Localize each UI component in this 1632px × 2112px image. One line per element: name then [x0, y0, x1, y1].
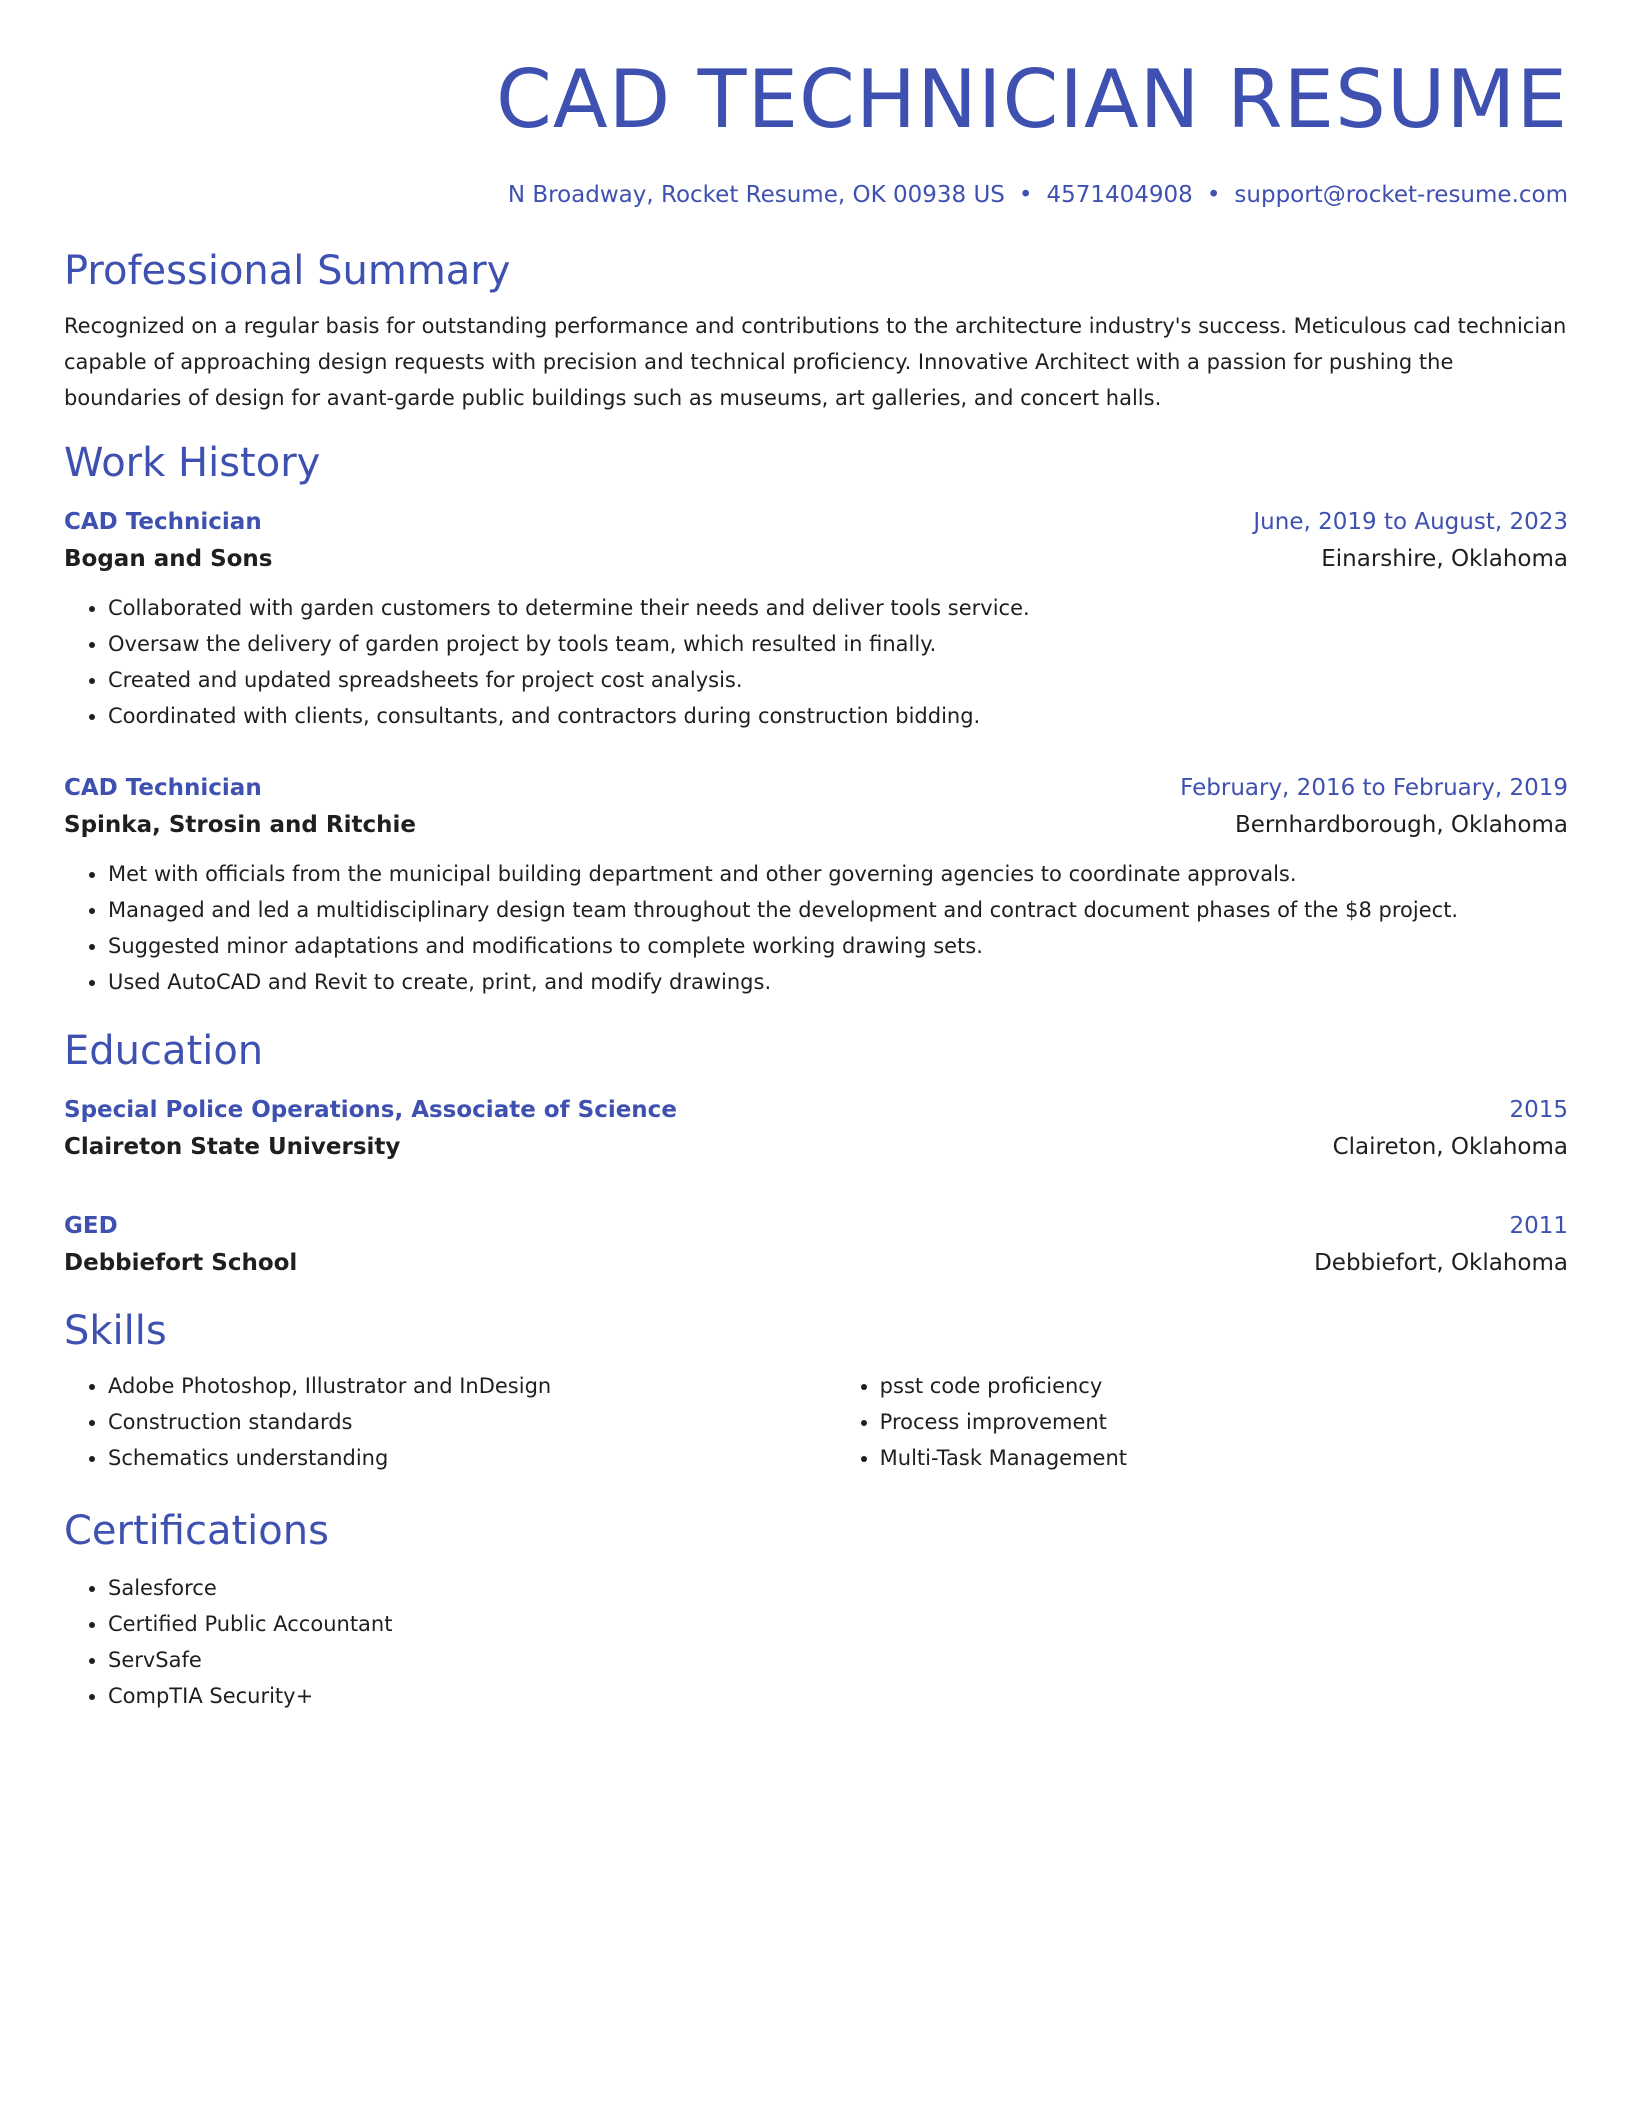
list-item: • Certified Public Accountant: [108, 1606, 1568, 1642]
school-location: Claireton, Oklahoma: [1332, 1134, 1568, 1160]
list-item: • Salesforce: [108, 1570, 1568, 1606]
list-item: • psst code proficiency: [880, 1368, 1568, 1404]
list-item: • Suggested minor adaptations and modifications to complete working drawing sets.: [108, 928, 1568, 964]
list-item: • Process improvement: [880, 1404, 1568, 1440]
list-item: • Coordinated with clients, consultants, and contractors during construction bidding.: [108, 698, 1568, 734]
list-item: • Adobe Photoshop, Illustrator and InDesign: [108, 1368, 836, 1404]
job-location: Bernhardborough, Oklahoma: [1234, 812, 1568, 838]
section-title-education: Education: [64, 1028, 264, 1074]
education-list: [64, 1094, 1568, 1280]
job-role: CAD Technician: [64, 775, 262, 801]
job-dates: February, 2016 to February, 2019: [1180, 775, 1568, 801]
school: Claireton State University: [64, 1134, 401, 1160]
list-item: • Created and updated spreadsheets for project cost analysis.: [108, 662, 1568, 698]
list-item: • Managed and led a multidisciplinary design team throughout the development and contract document phases of the $8 project.: [108, 892, 1568, 928]
list-item: • Met with officials from the municipal building department and other governing agencies to coordinate approvals.: [108, 856, 1568, 892]
education-year: 2015: [1509, 1097, 1568, 1123]
job-company: Spinka, Strosin and Ritchie: [64, 812, 416, 838]
job-location: Einarshire, Oklahoma: [1321, 546, 1568, 572]
list-item: • Used AutoCAD and Revit to create, print, and modify drawings.: [108, 964, 1568, 1000]
list-item: • Schematics understanding: [108, 1440, 836, 1476]
section-title-skills: Skills: [64, 1308, 167, 1354]
section-title-summary: Professional Summary: [64, 248, 511, 294]
degree: Special Police Operations, Associate of Science: [64, 1097, 677, 1123]
job-role: CAD Technician: [64, 509, 262, 535]
job-entry: [64, 506, 1568, 734]
education-year: 2011: [1509, 1213, 1568, 1239]
list-item: • Oversaw the delivery of garden project by tools team, which resulted in finally.: [108, 626, 1568, 662]
education-entry: [64, 1210, 1568, 1280]
education-entry: [64, 1094, 1568, 1164]
contact-line: [64, 180, 1568, 210]
skills-column-right: [836, 1368, 1568, 1476]
list-item: • Multi-Task Management: [880, 1440, 1568, 1476]
skills-grid: [64, 1368, 1568, 1476]
job-company: Bogan and Sons: [64, 546, 273, 572]
degree: GED: [64, 1213, 118, 1239]
email-link[interactable]: support@rocket-resume.com: [1234, 182, 1568, 208]
list-item: • ServSafe: [108, 1642, 1568, 1678]
resume-header: [64, 0, 1568, 210]
list-item: • CompTIA Security+: [108, 1678, 1568, 1714]
skills-column-left: [64, 1368, 836, 1476]
job-bullets: [64, 856, 1568, 1000]
school: Debbiefort School: [64, 1250, 298, 1276]
job-entry: [64, 772, 1568, 1000]
separator-dot: •: [1018, 182, 1033, 208]
separator-dot: •: [1206, 182, 1221, 208]
certifications-list: [64, 1570, 1568, 1714]
list-item: • Construction standards: [108, 1404, 836, 1440]
summary-text: Recognized on a regular basis for outstanding performance and contributions to the architecture industry's success. Meticulous cad technician capable of approaching design requests with precision and technical proficiency. Innovative Architect with a passion for pushing the boundaries of design for avant-garde public buildings such as museums, art galleries, and concert halls.: [64, 314, 1567, 410]
job-bullets: [64, 590, 1568, 734]
school-location: Debbiefort, Oklahoma: [1314, 1250, 1568, 1276]
section-title-work-history: Work History: [64, 440, 321, 486]
job-dates: June, 2019 to August, 2023: [1253, 509, 1568, 535]
section-title-certifications: Certifications: [64, 1508, 329, 1554]
list-item: • Collaborated with garden customers to determine their needs and deliver tools service.: [108, 590, 1568, 626]
resume-title: CAD TECHNICIAN RESUME: [496, 53, 1568, 146]
phone: 4571404908: [1046, 182, 1193, 208]
address: N Broadway, Rocket Resume, OK 00938 US: [507, 182, 1005, 208]
